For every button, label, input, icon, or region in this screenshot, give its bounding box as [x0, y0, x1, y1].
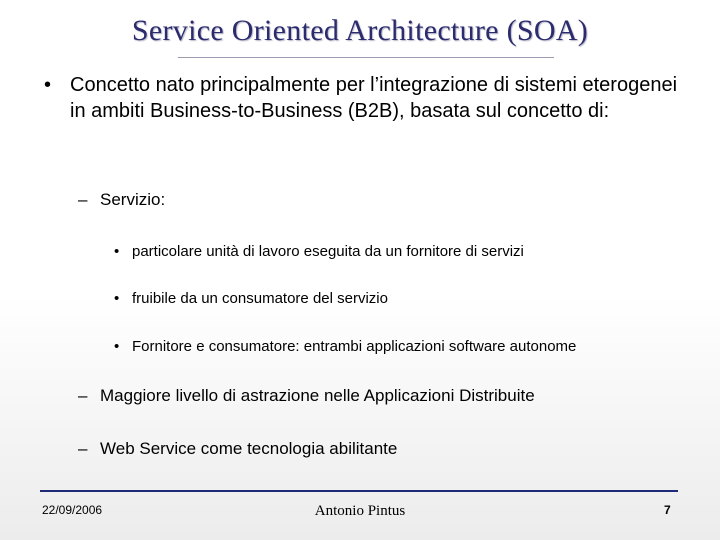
webservice-text: Web Service come tecnologia abilitante [100, 439, 398, 458]
dash-marker: – [78, 190, 88, 209]
main-bullet-text: Concetto nato principalmente per l’integrazione di sistemi eterogenei in ambiti Business-to-Business (B2B), basata sul concetto di: [70, 74, 678, 122]
servizio-sub-text: particolare unità di lavoro eseguita da un fornitore di servizi [132, 243, 524, 260]
servizio-sub-text: Fornitore e consumatore: entrambi applicazioni software autonome [132, 338, 577, 355]
page-number: 7 [664, 503, 671, 517]
servizio-sub-item [114, 290, 388, 307]
slide-title: Service Oriented Architecture (SOA) [131, 14, 589, 47]
footer-date: 22/09/2006 [42, 503, 103, 517]
bullet-marker: • [114, 243, 120, 260]
servizio-point [78, 190, 165, 210]
bullet-marker: • [114, 338, 120, 355]
astrazione-text: Maggiore livello di astrazione nelle Applicazioni Distribuite [100, 386, 535, 405]
servizio-sub-item [114, 338, 576, 355]
servizio-sub-text: fruibile da un consumatore del servizio [132, 290, 388, 307]
title-underline [178, 57, 554, 58]
servizio-label: Servizio: [100, 190, 166, 209]
footer-rule [40, 490, 678, 492]
dash-marker: – [78, 386, 88, 405]
main-bullet [44, 72, 694, 124]
astrazione-point [78, 386, 535, 406]
webservice-point [78, 439, 397, 459]
servizio-sub-item [114, 243, 524, 260]
bullet-marker: • [44, 74, 52, 96]
bullet-marker: • [114, 290, 120, 307]
footer-author: Antonio Pintus [314, 503, 406, 519]
dash-marker: – [78, 439, 88, 458]
